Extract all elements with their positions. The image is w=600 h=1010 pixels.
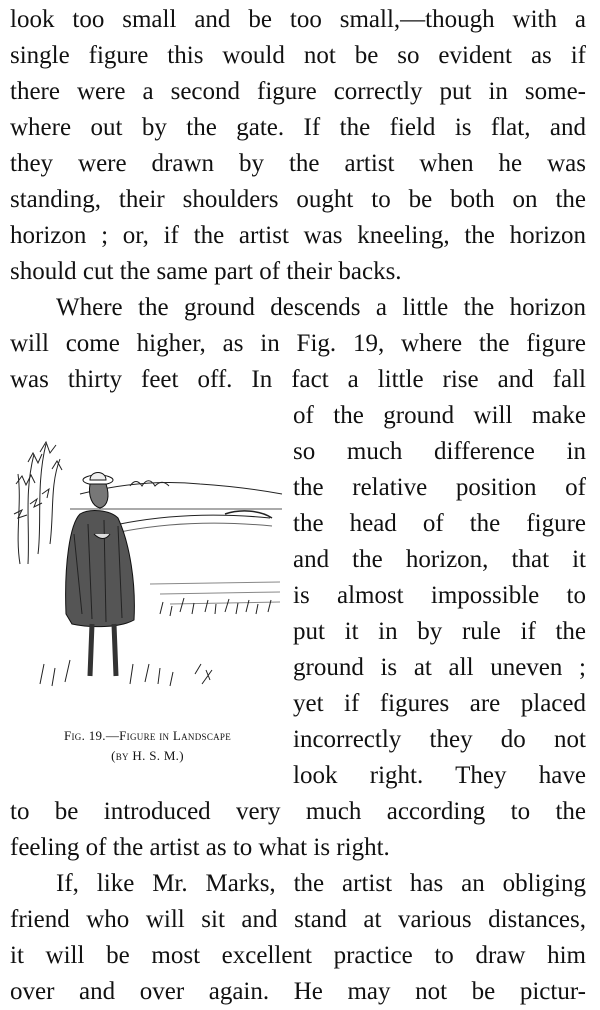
text-line: so much difference in: [293, 438, 586, 465]
text-line: single figure this would not be so evident as if: [10, 42, 586, 69]
text-line: horizon ; or, if the artist was kneeling, the horizon: [10, 222, 586, 249]
figure-caption-credit: (by H. S. M.): [111, 748, 184, 763]
text-line: feeling of the artist as to what is right.: [10, 834, 390, 861]
text-line: put it in by rule if the: [293, 618, 586, 645]
text-line: is almost impossible to: [293, 582, 586, 609]
book-page: [10, 0, 586, 1007]
text-line: look too small and be too small,—though with a: [10, 6, 586, 33]
figure-caption: Fig. 19.—Figure in Landscape: [63, 728, 232, 743]
text-line: yet if figures are placed: [293, 690, 586, 717]
text-line: incorrectly they do not: [293, 726, 586, 753]
text-line: they were drawn by the artist when he was: [10, 150, 586, 177]
text-line: ground is at all uneven ;: [293, 654, 586, 681]
text-line: where out by the gate. If the field is flat, and: [10, 114, 586, 141]
text-line: the head of the figure: [293, 510, 586, 537]
text-line: standing, their shoulders ought to be both on the: [10, 186, 586, 213]
text-line: of the ground will make: [293, 402, 586, 429]
text-line: friend who will sit and stand at various distances,: [10, 906, 586, 933]
text-line: over and over again. He may not be pictur-: [10, 978, 586, 1005]
figure-illustration: [10, 414, 285, 714]
text-line: it will be most excellent practice to draw him: [10, 942, 586, 969]
text-line: there were a second figure correctly put in some-: [10, 78, 586, 105]
text-line: the relative position of: [293, 474, 586, 501]
text-line: to be introduced very much according to the: [10, 798, 586, 825]
text-line: was thirty feet off. In fact a little rise and fall: [10, 366, 586, 393]
text-line: will come higher, as in Fig. 19, where the figure: [10, 330, 586, 357]
text-line: Where the ground descends a little the horizon: [56, 294, 586, 321]
text-line: look right. They have: [293, 762, 586, 789]
text-line: and the horizon, that it: [293, 546, 586, 573]
text-line: should cut the same part of their backs.: [10, 258, 402, 285]
text-line: If, like Mr. Marks, the artist has an obliging: [56, 870, 586, 897]
